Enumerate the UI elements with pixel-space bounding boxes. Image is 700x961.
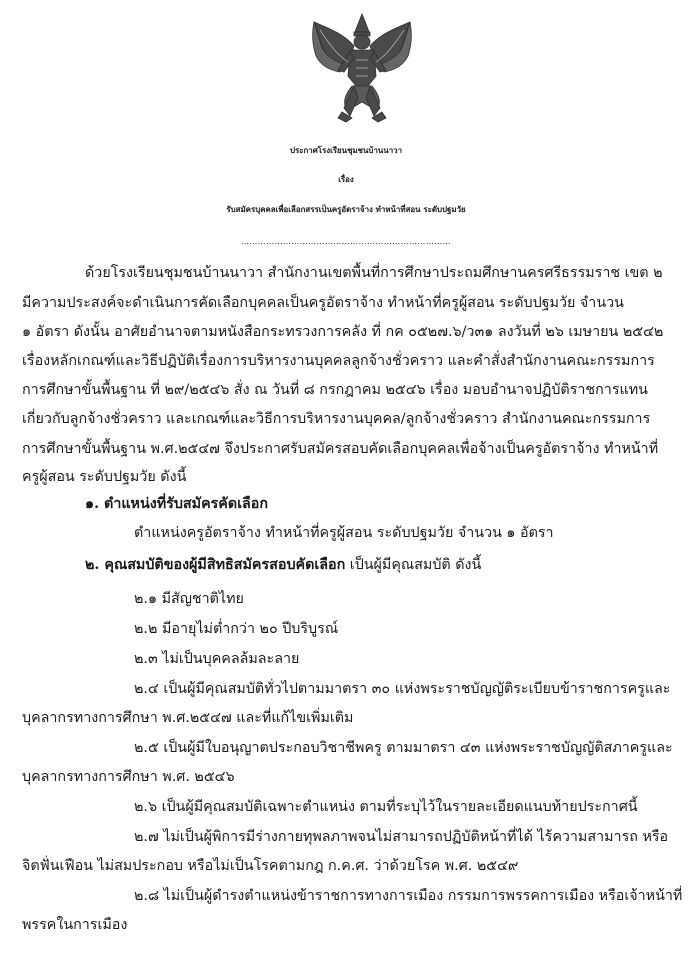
- intro-line-6: เกี่ยวกับลูกจ้างชั่วคราว และเกณฑ์และวิธีการบริหารงานบุคคล/ลูกจ้างชั่วคราว สำนักงานคณะกรรมการ: [22, 411, 651, 427]
- qualification-item: ๒.๗ ไม่เป็นผู้พิการมีร่างกายทุพลภาพจนไม่สามารถปฏิบัติหน้าที่ได้ ไร้ความสามารถ หรือ: [134, 829, 669, 845]
- intro-line-3: ๑ อัตรา ดังนั้น อาศัยอำนาจตามหนังสือกระทรวงการคลัง ที่ กค ๐๕๒๗.๖/ว๓๑ ลงวันที่ ๒๖ เมษายน ๒๕๔๒: [22, 324, 664, 340]
- section-1-text: ตำแหน่งครูอัตราจ้าง ทำหน้าที่ครูผู้สอน ระดับปฐมวัย จำนวน ๑ อัตรา: [134, 525, 554, 541]
- section-1-heading: ๑. ตำแหน่งที่รับสมัครคัดเลือก: [85, 496, 269, 512]
- qualification-item: ๒.๕ เป็นผู้มีใบอนุญาตประกอบวิชาชีพครู ตามมาตรา ๔๓ แห่งพระราชบัญญัติสภาครูและ: [134, 740, 673, 756]
- intro-line-2: มีความประสงค์จะดำเนินการคัดเลือกบุคคลเป็นครูอัตราจ้าง ทำหน้าที่ครูผู้สอน ระดับปฐมวัย จำนวน: [22, 295, 624, 311]
- qualification-item: ๒.๘ ไม่เป็นผู้ดำรงตำแหน่งข้าราชการทางการเมือง กรรมการพรรคการเมือง หรือเจ้าหน้าที่: [134, 888, 683, 904]
- qualification-item: ๒.๔ เป็นผู้มีคุณสมบัติทั่วไปตามมาตรา ๓๐ แห่งพระราชบัญญัติระเบียบข้าราชการครูและ: [134, 681, 671, 697]
- subject-label: เรื่อง: [338, 174, 354, 184]
- qualification-item: ๒.๖ เป็นผู้มีคุณสมบัติเฉพาะตำแหน่ง ตามที่ระบุไว้ในรายละเอียดแนบท้ายประกาศนี้: [134, 799, 638, 815]
- section-2-heading-bold: ๒. คุณสมบัติของผู้มีสิทธิสมัครสอบคัดเลือก: [85, 557, 346, 573]
- garuda-emblem-icon: [308, 12, 416, 124]
- intro-line-1: ด้วยโรงเรียนชุมชนบ้านนาวา สำนักงานเขตพื้นที่การศึกษาประถมศึกษานครศรีธรรมราช เขต ๒: [85, 265, 663, 281]
- qualification-item-cont: พรรคในการเมือง: [22, 917, 128, 933]
- intro-line-5: การศึกษาขั้นพื้นฐาน ที่ ๒๙/๒๕๔๖ สั่ง ณ วันที่ ๘ กรกฎาคม ๒๕๔๖ เรื่อง มอบอำนาจปฏิบัติราชการแทน: [22, 382, 648, 398]
- intro-line-8: ครูผู้สอน ระดับปฐมวัย ดังนี้: [22, 469, 187, 485]
- section-2-heading-rest: เป็นผู้มีคุณสมบัติ ดังนี้: [345, 557, 482, 573]
- intro-line-7: การศึกษาขั้นพื้นฐาน พ.ศ.๒๕๔๗ จึงประกาศรับสมัครสอบคัดเลือกบุคคลเพื่อจ้างเป็นครูอัตราจ้าง ทำหน้าที่: [22, 441, 659, 457]
- subject-title: รับสมัครบุคคลเพื่อเลือกสรรเป็นครูอัตราจ้าง ทำหน้าที่สอน ระดับปฐมวัย: [226, 204, 466, 214]
- intro-line-4: เรื่องหลักเกณฑ์และวิธีปฏิบัติเรื่องการบริหารงานบุคคลลูกจ้างชั่วคราว และคำสั่งสำนักงานคณะกรรมการ: [22, 353, 655, 369]
- section-2-heading: [85, 555, 481, 575]
- qualification-item-cont: จิตฟั่นเฟือน ไม่สมประกอบ หรือไม่เป็นโรคตามกฎ ก.ค.ศ. ว่าด้วยโรค พ.ศ. ๒๕๔๙: [22, 858, 519, 874]
- qualification-item: ๒.๑ มีสัญชาติไทย: [134, 591, 244, 607]
- separator-line: …………………………………………………………………: [240, 237, 452, 246]
- qualification-item-cont: บุคลากรทางการศึกษา พ.ศ.๒๕๔๗ และที่แก้ไขเพิ่มเติม: [22, 710, 354, 726]
- qualification-item-cont: บุคลากรทางการศึกษา พ.ศ. ๒๕๔๖: [22, 769, 235, 785]
- qualification-item: ๒.๒ มีอายุไม่ต่ำกว่า ๒๐ ปีบริบูรณ์: [134, 621, 339, 637]
- qualification-item: ๒.๓ ไม่เป็นบุคคลล้มละลาย: [134, 651, 300, 667]
- announcement-title: ประกาศโรงเรียนชุมชนบ้านนาวา: [289, 145, 403, 155]
